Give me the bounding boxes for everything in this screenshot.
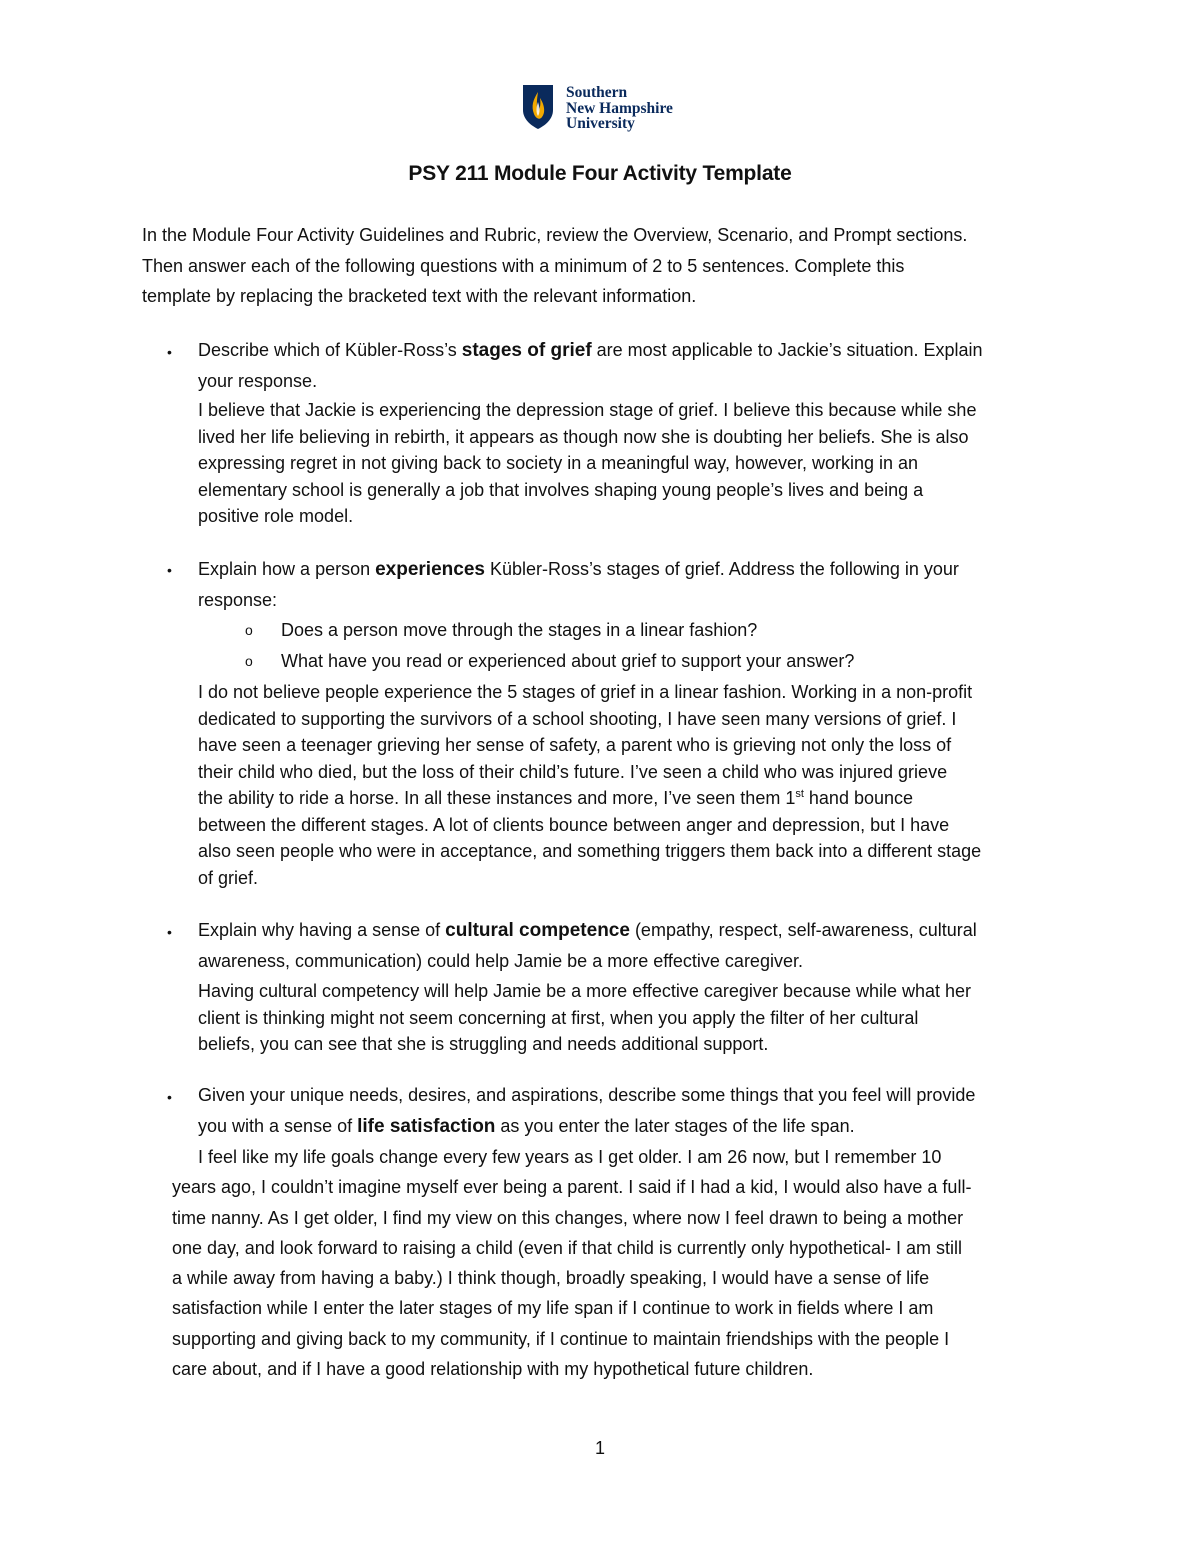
answer-line: beliefs, you can see that she is struggling and needs additional support. xyxy=(198,1034,769,1054)
answer-line: positive role model. xyxy=(198,506,354,526)
answer-line: I believe that Jackie is experiencing the depression stage of grief. I believe this because while she xyxy=(198,400,977,420)
sub-item xyxy=(245,615,854,646)
question-keyword: stages of grief xyxy=(461,340,592,361)
answer-line: I do not believe people experience the 5 stages of grief in a linear fashion. Working in a non-profit xyxy=(198,682,973,702)
answer-2 xyxy=(198,679,1078,891)
answer-line: satisfaction while I enter the later stages of my life span if I continue to work in fields where I am xyxy=(172,1298,934,1319)
question-text: are most applicable to Jackie’s situation. Explain xyxy=(591,340,983,360)
question-text: (empathy, respect, self-awareness, cultural xyxy=(629,920,977,940)
answer-line: one day, and look forward to raising a child (even if that child is currently only hypothetical- I am still xyxy=(172,1237,963,1258)
bullet-icon: • xyxy=(167,344,172,360)
sub-item xyxy=(245,646,854,677)
shield-flame-icon xyxy=(522,84,554,130)
question-text: Kübler-Ross’s stages of grief. Address the following in your xyxy=(484,559,959,579)
question-keyword: life satisfaction xyxy=(357,1116,496,1137)
logo-line-1: Southern xyxy=(566,84,628,101)
answer-line: elementary school is generally a job that involves shaping young people’s lives and being a xyxy=(198,479,924,500)
question-3-line: awareness, communication) could help Jamie be a more effective caregiver. xyxy=(198,951,803,971)
page-number: 1 xyxy=(594,1438,605,1458)
question-4-line: Given your unique needs, desires, and aspirations, describe some things that you feel will provide xyxy=(198,1085,976,1105)
question-text: Explain how a person xyxy=(198,559,376,579)
answer-line: time nanny. As I get older, I find my view on this changes, where now I feel drawn to being a mother xyxy=(172,1207,964,1228)
superscript: st xyxy=(795,788,804,800)
sub-item-text: What have you read or experienced about grief to support your answer? xyxy=(281,651,855,671)
answer-text: the ability to ride a horse. In all these instances and more, I’ve seen them 1 xyxy=(198,788,796,808)
answer-line: care about, and if I have a good relationship with my hypothetical future children. xyxy=(172,1359,814,1380)
logo-line-3: University xyxy=(566,115,635,132)
question-4-line xyxy=(198,1111,1078,1142)
logo-line-2: New Hampshire xyxy=(566,99,673,117)
answer-line: between the different stages. A lot of clients bounce between anger and depression, but I have xyxy=(198,814,950,835)
question-2 xyxy=(198,554,1078,616)
answer-text: hand bounce xyxy=(803,788,914,808)
question-text: Explain why having a sense of xyxy=(198,920,446,940)
answer-line: Having cultural competency will help Jamie be a more effective caregiver because while what her xyxy=(198,981,972,1001)
answer-line: their child who died, but the loss of their child’s future. I’ve seen a child who was injured grieve xyxy=(198,761,948,782)
question-2-line xyxy=(198,554,1078,585)
answer-line: dedicated to supporting the survivors of a school shooting, I have seen many versions of grief. I xyxy=(198,708,957,729)
question-4 xyxy=(198,1080,1078,1142)
sub-item-text: Does a person move through the stages in a linear fashion? xyxy=(281,620,758,640)
bullet-icon: • xyxy=(167,924,172,940)
circle-bullet-icon: o xyxy=(245,622,253,638)
intro-line: In the Module Four Activity Guidelines and Rubric, review the Overview, Scenario, and Prompt sections. xyxy=(142,225,968,245)
answer-4 xyxy=(172,1142,1072,1384)
intro-line: Then answer each of the following questions with a minimum of 2 to 5 sentences. Complete this xyxy=(142,255,905,276)
logo-wordmark xyxy=(566,85,673,132)
answer-line: client is thinking might not seem concerning at first, when you apply the filter of her cultural xyxy=(198,1007,919,1028)
question-3-line xyxy=(198,915,1078,946)
answer-line: years ago, I couldn’t imagine myself ever being a parent. I said if I had a kid, I would also have a full- xyxy=(172,1177,972,1198)
question-text: Describe which of Kübler-Ross’s xyxy=(198,340,462,360)
question-text: as you enter the later stages of the life span. xyxy=(495,1116,855,1136)
bullet-icon: • xyxy=(167,1089,172,1105)
document-title: PSY 211 Module Four Activity Template xyxy=(408,162,792,185)
question-1-line: your response. xyxy=(198,371,318,391)
answer-line: of grief. xyxy=(198,867,259,888)
answer-line: supporting and giving back to my community, if I continue to maintain friendships with the people I xyxy=(172,1328,950,1349)
circle-bullet-icon: o xyxy=(245,653,253,669)
university-logo xyxy=(522,84,673,132)
answer-1 xyxy=(198,397,1078,530)
question-keyword: cultural competence xyxy=(445,920,630,941)
question-keyword: experiences xyxy=(375,559,485,580)
answer-line: I feel like my life goals change every few years as I get older. I am 26 now, but I remember 10 xyxy=(198,1147,942,1167)
bullet-icon: • xyxy=(167,562,172,578)
question-2-line: response: xyxy=(198,590,278,610)
answer-line: lived her life believing in rebirth, it appears as though now she is doubting her beliefs. She is also xyxy=(198,426,969,447)
answer-line: have seen a teenager grieving her sense of safety, a parent who is grieving not only the loss of xyxy=(198,735,952,755)
question-1 xyxy=(198,335,1078,397)
answer-3 xyxy=(198,978,1078,1058)
answer-line: a while away from having a baby.) I think though, broadly speaking, I would have a sense of life xyxy=(172,1268,930,1289)
question-1-line xyxy=(198,335,1078,366)
answer-line: also seen people who were in acceptance, and something triggers them back into a different stage xyxy=(198,841,982,861)
question-text: you with a sense of xyxy=(198,1116,358,1136)
intro-paragraph xyxy=(142,220,1062,312)
answer-line: expressing regret in not giving back to society in a meaningful way, however, working in an xyxy=(198,453,919,473)
intro-line: template by replacing the bracketed text with the relevant information. xyxy=(142,286,697,306)
question-2-subitems xyxy=(245,615,854,677)
question-3 xyxy=(198,915,1078,977)
answer-line xyxy=(198,785,1078,812)
